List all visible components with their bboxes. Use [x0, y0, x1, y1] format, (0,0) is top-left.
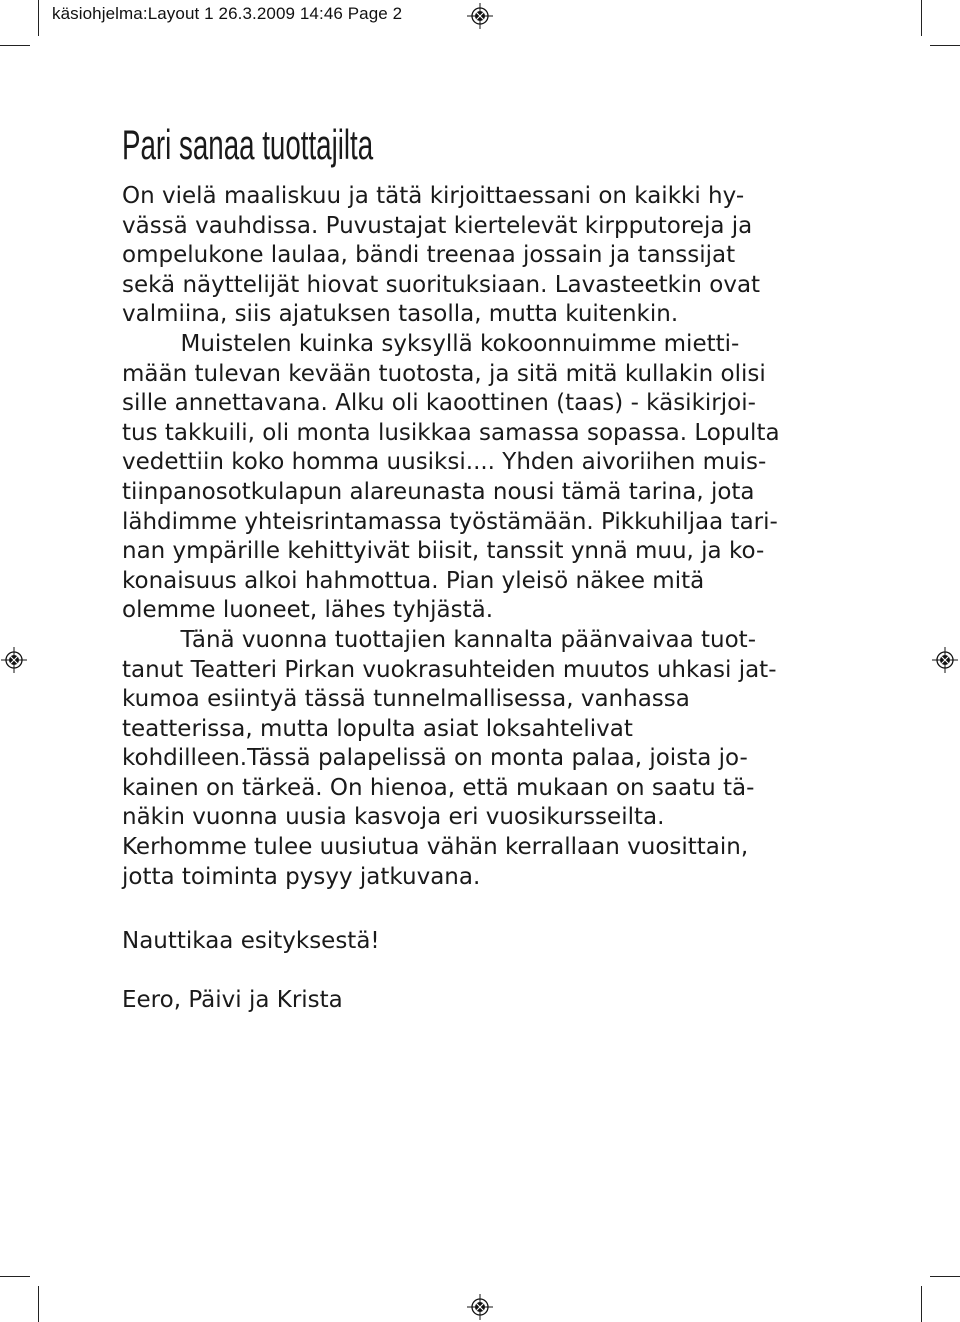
body-line: kainen on tärkeä. On hienoa, että mukaan on saatu tä- [122, 774, 755, 801]
crop-mark [0, 45, 30, 46]
body-line: kohdilleen.Tässä palapelissä on monta palaa, joista jo- [122, 745, 748, 772]
crop-mark [921, 0, 922, 36]
body-line: ompelukone laulaa, bändi treenaa jossain ja tanssijat [122, 242, 736, 269]
body-line: nan ympärille kehittyivät biisit, tanssit ynnä muu, ja ko- [122, 538, 765, 565]
registration-mark-icon [467, 1294, 493, 1320]
body-line: Muistelen kuinka syksyllä kokoonnuimme mietti- [122, 330, 740, 357]
registration-mark-icon [1, 647, 27, 673]
body-line: kumoa esiintyä tässä tunnelmallisessa, vanhassa [122, 686, 690, 713]
crop-mark [930, 1276, 960, 1277]
body-line: Kerhomme tulee uusiutua vähän kerrallaan vuosittain, [122, 834, 749, 861]
signature: Eero, Päivi ja Krista [122, 987, 343, 1013]
body-line: tus takkuili, oli monta lusikkaa samassa sopassa. Lopulta [122, 419, 780, 446]
body-line: sekä näyttelijät hiovat suorituksiaan. Lavasteetkin ovat [122, 271, 761, 298]
body-line: Tänä vuonna tuottajien kannalta päänvaivaa tuot- [122, 626, 756, 653]
body-line: On vielä maaliskuu ja tätä kirjoittaessani on kaikki hy- [122, 183, 745, 209]
body-line: sille annettavana. Alku oli kaoottinen (taas) - käsikirjoi- [122, 390, 756, 417]
article-body [122, 182, 842, 892]
body-line: näkin vuonna uusia kasvoja eri vuosikursseilta. [122, 804, 665, 831]
body-line: tiinpanosotkulapun alareunasta nousi tämä tarina, jota [122, 478, 755, 505]
print-slug: käsiohjelma:Layout 1 26.3.2009 14:46 Page 2 [52, 4, 403, 23]
body-line: konaisuus alkoi hahmottua. Pian yleisö näkee mitä [122, 567, 705, 594]
body-line: lähdimme yhteisrintamassa työstämään. Pikkuhiljaa tari- [122, 508, 778, 535]
closing-line: Nauttikaa esityksestä! [122, 928, 380, 954]
body-line: olemme luoneet, lähes tyhjästä. [122, 597, 494, 624]
registration-mark-icon [932, 647, 958, 673]
body-line: teatterissa, mutta lopulta asiat loksahtelivat [122, 715, 633, 742]
body-line: valmiina, siis ajatuksen tasolla, mutta kuitenkin. [122, 301, 679, 328]
crop-mark [0, 1276, 30, 1277]
body-line: vässä vauhdissa. Puvustajat kiertelevät kirpputoreja ja [122, 212, 753, 239]
crop-mark [921, 1286, 922, 1322]
registration-mark-icon [467, 3, 493, 29]
body-line: vedettiin koko homma uusiksi.... Yhden aivoriihen muis- [122, 449, 767, 476]
body-line: tanut Teatteri Pirkan vuokrasuhteiden muutos uhkasi jat- [122, 656, 777, 683]
article-title: Pari sanaa tuottajilta [122, 121, 374, 168]
body-line: mään tulevan kevään tuotosta, ja sitä mitä kullakin olisi [122, 360, 766, 387]
crop-mark [38, 0, 39, 36]
body-line: jotta toiminta pysyy jatkuvana. [122, 863, 481, 890]
crop-mark [930, 45, 960, 46]
crop-mark [38, 1286, 39, 1322]
